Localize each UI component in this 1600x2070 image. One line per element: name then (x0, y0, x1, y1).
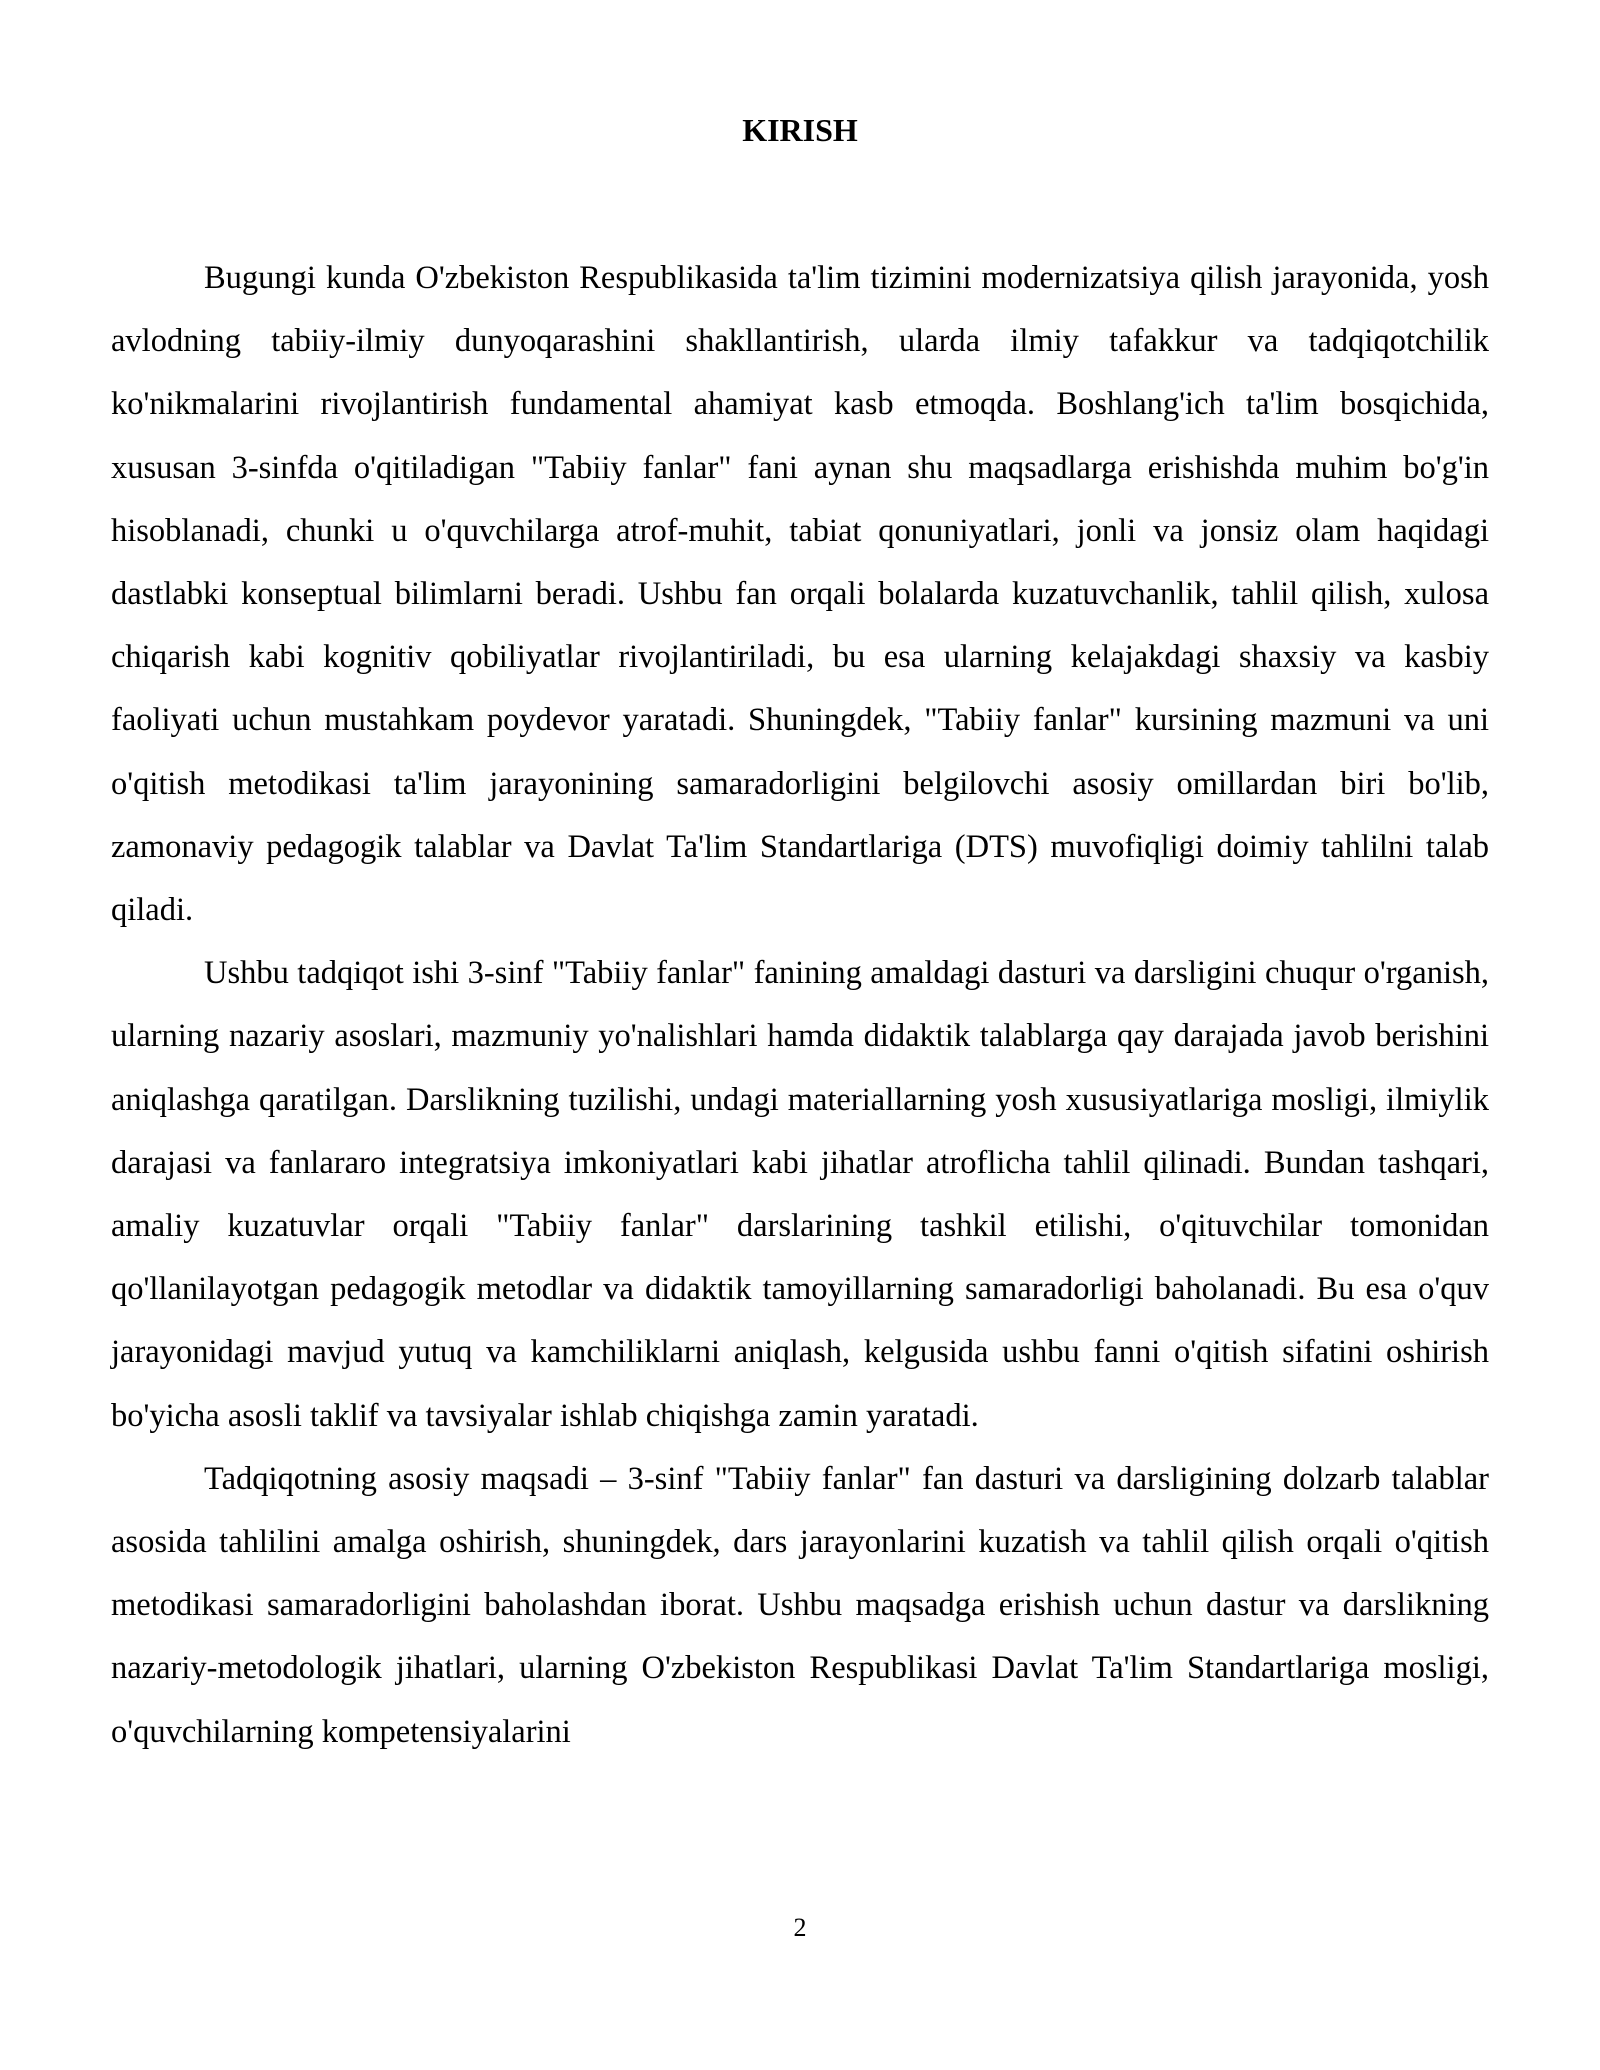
body-text (111, 247, 1489, 1764)
section-heading: KIRISH (742, 112, 858, 148)
paragraph-1: Bugungi kunda O'zbekiston Respublikasida ta'lim tizimini modernizatsiya qilish jarayonida, yosh avlodning tabiiy-ilmiy dunyoqarashini shakllantirish, ularda ilmiy tafakkur va tadqiqotchilik ko'nikmalarini rivojlantirish fundamental ahamiyat kasb etmoqda. Boshlang'ich ta'lim bosqichida, xususan 3-sinfda o'qitiladigan "Tabiiy fanlar" fani aynan shu maqsadlarga erishishda muhim bo'g'in hisoblanadi, chunki u o'quvchilarga atrof-muhit, tabiat qonuniyatlari, jonli va jonsiz olam haqidagi dastlabki konseptual bilimlarni beradi. Ushbu fan orqali bolalarda kuzatuvchanlik, tahlil qilish, xulosa chiqarish kabi kognitiv qobiliyatlar rivojlantiriladi, bu esa ularning kelajakdagi shaxsiy va kasbiy faoliyati uchun mustahkam poydevor yaratadi. Shuningdek, "Tabiiy fanlar" kursining mazmuni va uni o'qitish metodikasi ta'lim jarayonining samaradorligini belgilovchi asosiy omillardan biri bo'lib, zamonaviy pedagogik talablar va Davlat Ta'lim Standartlariga (DTS) muvofiqligi doimiy tahlilni talab qiladi. (111, 260, 1489, 929)
paragraph-2: Ushbu tadqiqot ishi 3-sinf "Tabiiy fanlar" fanining amaldagi dasturi va darsligini chuqur o'rganish, ularning nazariy asoslari, mazmuniy yo'nalishlari hamda didaktik talablarga qay darajada javob berishini aniqlashga qaratilgan. Darslikning tuzilishi, undagi materiallarning yosh xususiyatlariga mosligi, ilmiylik darajasi va fanlararo integratsiya imkoniyatlari kabi jihatlar atroflicha tahlil qilinadi. Bundan tashqari, amaliy kuzatuvlar orqali "Tabiiy fanlar" darslarining tashkil etilishi, o'qituvchilar tomonidan qo'llanilayotgan pedagogik metodlar va didaktik tamoyillarning samaradorligi baholanadi. Bu esa o'quv jarayonidagi mavjud yutuq va kamchiliklarni aniqlash, kelgusida ushbu fanni o'qitish sifatini oshirish bo'yicha asosli taklif va tavsiyalar ishlab chiqishga zamin yaratadi. (111, 955, 1489, 1434)
paragraph-3: Tadqiqotning asosiy maqsadi – 3-sinf "Tabiiy fanlar" fan dasturi va darsligining dolzarb talablar asosida tahlilini amalga oshirish, shuningdek, dars jarayonlarini kuzatish va tahlil qilish orqali o'qitish metodikasi samaradorligini baholashdan iborat. Ushbu maqsadga erishish uchun dastur va darslikning nazariy-metodologik jihatlari, ularning O'zbekiston Respublikasi Davlat Ta'lim Standartlariga mosligi, o'quvchilarning kompetensiyalarini (111, 1460, 1489, 1750)
page-number: 2 (793, 1913, 807, 1942)
